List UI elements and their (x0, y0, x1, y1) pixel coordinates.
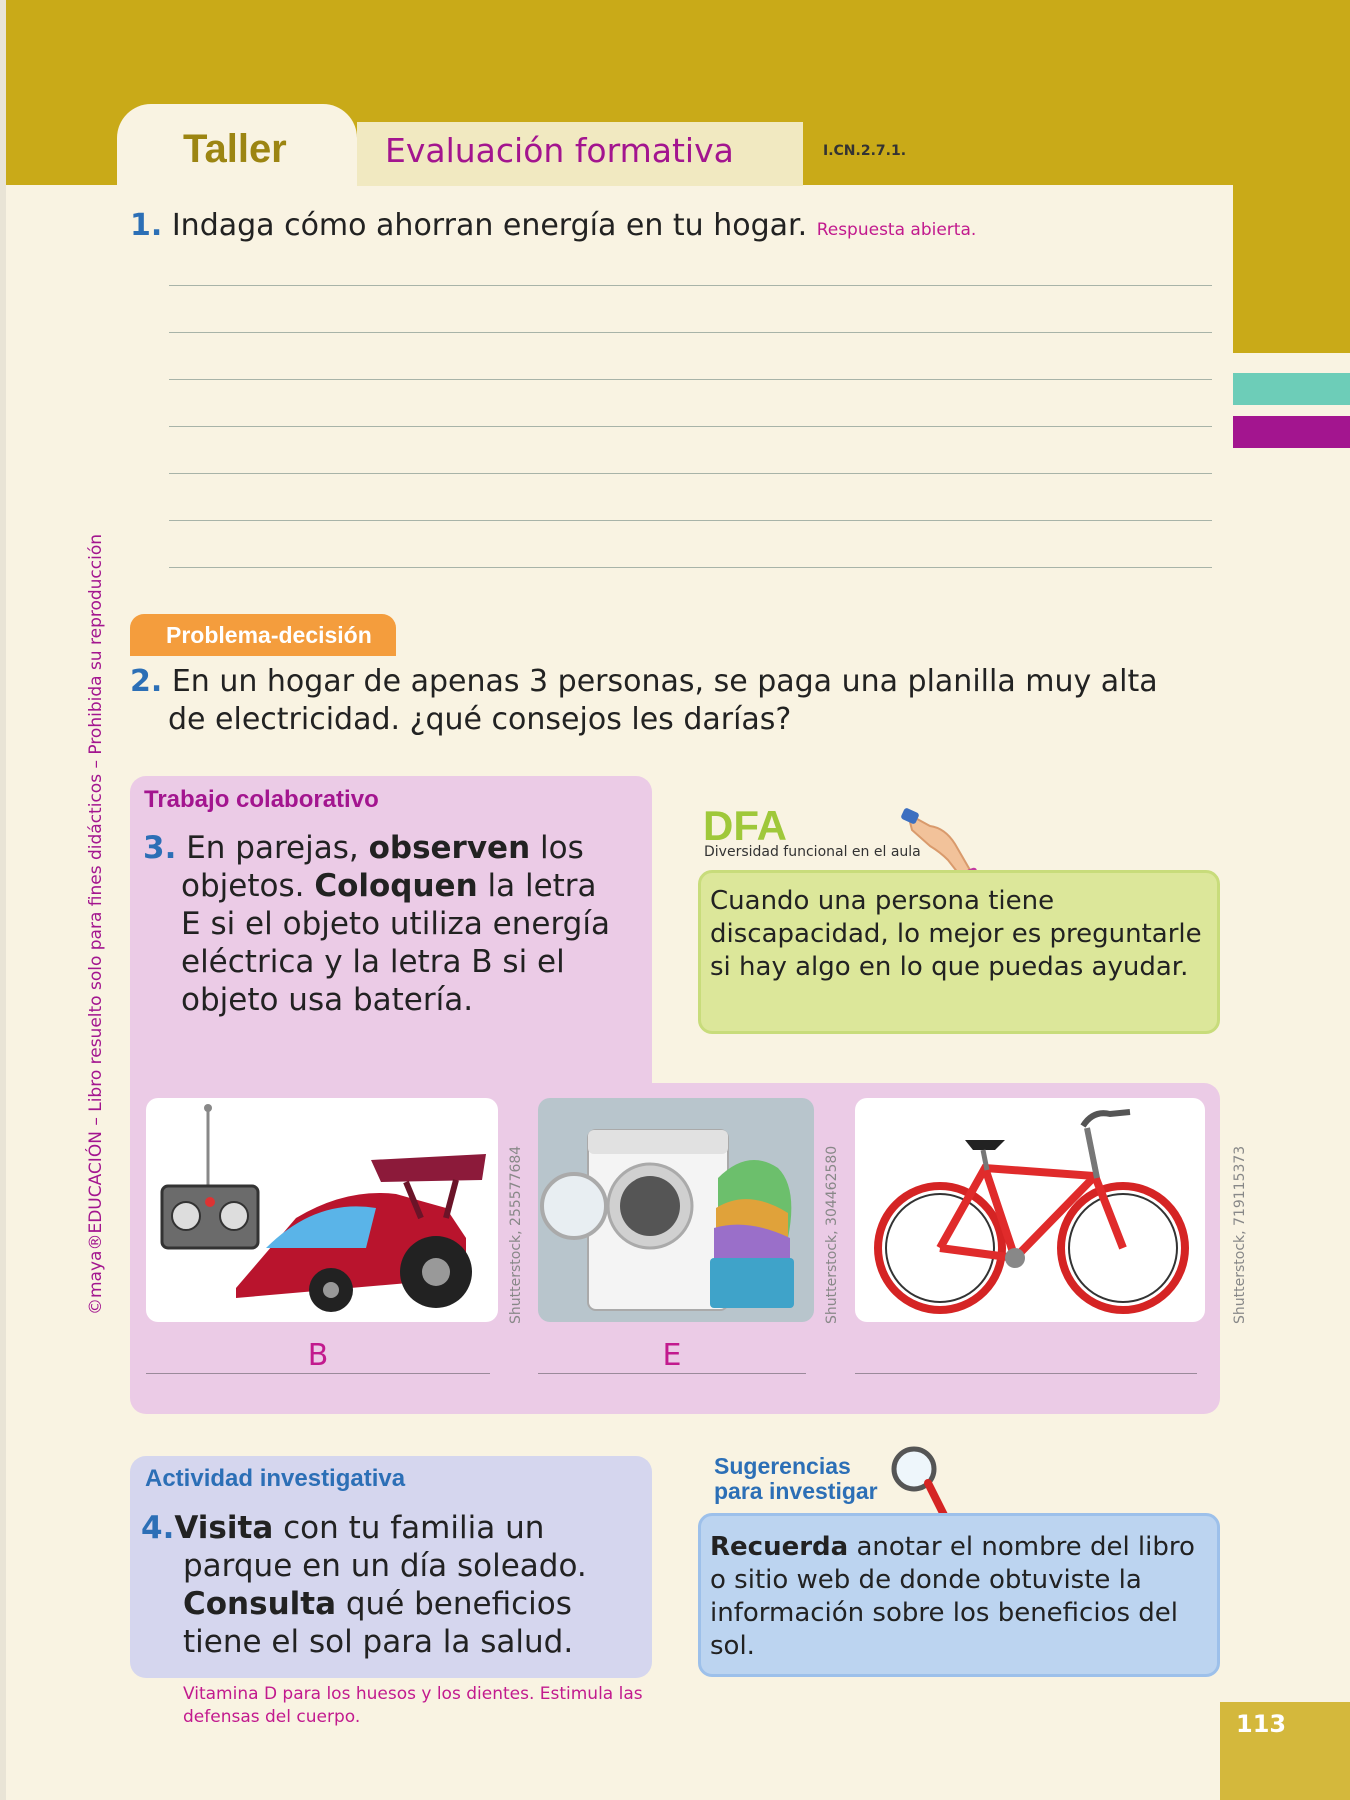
image-credit: Shutterstock, 719115373 (1232, 1145, 1248, 1324)
question-4-line3 (141, 1585, 651, 1623)
suggestions-body: anotar el nombre del libro o sitio web de donde obtuviste la información sobre los beneficios del sol. (710, 1532, 1195, 1661)
suggestions-keyword: Recuerda (710, 1532, 849, 1562)
question-3 (143, 829, 643, 1019)
question-3-line4: eléctrica y la letra B si el (181, 944, 565, 980)
writing-line (169, 567, 1212, 568)
magnifier-icon (888, 1443, 954, 1523)
problem-decision-tab: Problema-decisión (130, 614, 396, 656)
right-band (1233, 0, 1350, 353)
suggestions-title-line2: para investigar (714, 1478, 878, 1504)
image-credit: Shutterstock, 304462580 (824, 1145, 840, 1324)
question-2-line2: de electricidad. ¿qué consejos les darías? (168, 702, 792, 737)
question-1-keyword: Indaga (171, 208, 275, 243)
suggestions-text (710, 1531, 1210, 1663)
question-2-number: 2. (130, 664, 163, 699)
question-4-keyword-1: Visita (174, 1510, 274, 1546)
rc-car-image (146, 1098, 498, 1322)
answer-line (146, 1373, 490, 1374)
question-4-keyword-2: Consulta (183, 1586, 337, 1622)
side-tab-teal (1233, 373, 1350, 405)
question-4-line4: tiene el sol para la salud. (183, 1624, 574, 1660)
writing-line (169, 473, 1212, 474)
washing-machine-image (538, 1098, 814, 1322)
side-tab-magenta (1233, 416, 1350, 448)
question-4-t2: qué beneficios (336, 1586, 572, 1622)
question-3-keyword-1: observen (368, 830, 531, 866)
question-3-number: 3. (143, 830, 177, 866)
question-3-line2 (143, 867, 643, 905)
bicycle-image (855, 1098, 1205, 1322)
question-4-answer: Vitamina D para los huesos y los dientes. Estimula las defensas del cuerpo. (183, 1684, 643, 1727)
question-3-line2a: objetos. (181, 868, 315, 904)
writing-line (169, 520, 1212, 521)
question-3-line2b: la letra (477, 868, 597, 904)
object-answer: E (662, 1338, 682, 1373)
suggestions-title (714, 1454, 878, 1504)
writing-line (169, 379, 1212, 380)
question-1-number: 1. (130, 208, 163, 243)
question-1-text: cómo ahorran energía en tu hogar. (274, 208, 808, 243)
writing-line (169, 332, 1212, 333)
question-4-t1: con tu familia un (273, 1510, 545, 1546)
question-4-number: 4. (141, 1510, 175, 1546)
question-4-line2: parque en un día soleado. (183, 1548, 587, 1584)
writing-line (169, 426, 1212, 427)
answer-line (538, 1373, 806, 1374)
investigation-title: Actividad investigativa (145, 1465, 406, 1492)
taller-label: Taller (183, 127, 287, 171)
section-title: Evaluación formativa (385, 131, 734, 170)
page-edge (0, 0, 6, 1800)
dfa-subtitle: Diversidad funcional en el aula (704, 844, 921, 860)
page-number: 113 (1236, 1710, 1287, 1738)
object-answer: B (307, 1338, 329, 1373)
indicator-code: I.CN.2.7.1. (823, 143, 907, 159)
dfa-text: Cuando una persona tiene discapacidad, lo mejor es preguntarle si hay algo en lo que puedas ayudar. (710, 886, 1202, 982)
question-3-keyword-2: Coloquen (314, 868, 478, 904)
answer-line (855, 1373, 1197, 1374)
question-3-line5: objeto usa batería. (181, 982, 474, 1018)
writing-line (169, 285, 1212, 286)
question-3-line3: E si el objeto utiliza energía (181, 906, 610, 942)
question-3-t1: En parejas, (186, 830, 369, 866)
dfa-title: DFA (703, 802, 787, 849)
question-3-t2: los (530, 830, 584, 866)
collab-title: Trabajo colaborativo (144, 786, 379, 813)
question-1 (130, 207, 976, 249)
question-2 (130, 663, 1220, 739)
question-4 (141, 1509, 651, 1661)
image-credit: Shutterstock, 255577684 (508, 1145, 524, 1324)
question-1-answer: Respuesta abierta. (816, 220, 977, 240)
suggestions-title-line1: Sugerencias (714, 1453, 851, 1479)
question-2-line1: En un hogar de apenas 3 personas, se paga una planilla muy alta (171, 664, 1158, 699)
copyright-vertical: ©maya®EDUCACIÓN – Libro resuelto solo para fines didácticos – Prohibida su reproducción (86, 533, 106, 1315)
